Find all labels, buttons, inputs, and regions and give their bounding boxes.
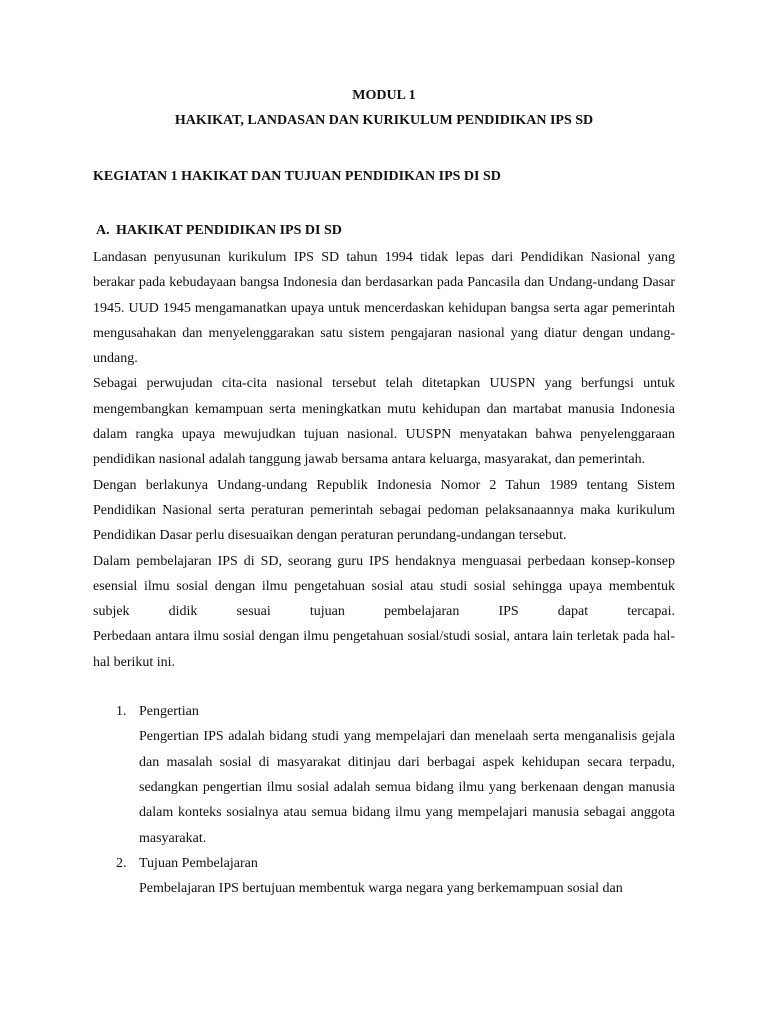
numbered-list xyxy=(93,699,675,901)
module-subtitle: HAKIKAT, LANDASAN DAN KURIKULUM PENDIDIKAN IPS SD xyxy=(174,113,594,128)
section-title: HAKIKAT PENDIDIKAN IPS DI SD xyxy=(116,223,342,238)
list-number: 1. xyxy=(116,704,127,720)
section-letter: A. xyxy=(96,223,110,238)
list-item-text: Pengertian IPS adalah bidang studi yang mempelajari dan menelaah serta menganalisis gejala dan masalah sosial di masyarakat ditinjau dari berbagai aspek kehidupan secara terpadu, sedangkan pengertian ilmu sosial adalah semua bidang ilmu yang berkenaan dengan manusia dalam konteks sosialnya atau semua bidang ilmu yang mempelajari manusia sebagai anggota masyarakat. xyxy=(139,729,675,846)
activity-title: KEGIATAN 1 HAKIKAT DAN TUJUAN PENDIDIKAN IPS DI SD xyxy=(93,169,501,184)
paragraph: Dengan berlakunya Undang-undang Republik Indonesia Nomor 2 Tahun 1989 tentang Sistem Pendidikan Nasional serta peraturan pemerintah sebagai pedoman pelaksanaannya maka kurikulum Pendidikan Dasar perlu disesuaikan dengan peraturan perundang-undangan tersebut. xyxy=(93,477,675,544)
list-number: 2. xyxy=(116,855,127,871)
list-item-title: Tujuan Pembelajaran xyxy=(139,855,258,871)
list-item-title: Pengertian xyxy=(139,704,199,720)
list-item xyxy=(93,851,675,902)
section-heading xyxy=(93,221,675,241)
list-item xyxy=(93,699,675,851)
list-item-text: Pembelajaran IPS bertujuan membentuk warga negara yang berkemampuan sosial dan xyxy=(139,881,623,897)
paragraph: Landasan penyusunan kurikulum IPS SD tahun 1994 tidak lepas dari Pendidikan Nasional yang berakar pada kebudayaan bangsa Indonesia dan berdasarkan pada Pancasila dan Undang-undang Dasar 1945. UUD 1945 mengamanatkan upaya untuk mencerdaskan kehidupan bangsa serta agar pemerintah mengusahakan dan menyelenggarakan satu sistem pengajaran nasional yang diatur dengan undang-undang. xyxy=(93,250,675,367)
document-content xyxy=(93,86,675,901)
paragraph: Sebagai perwujudan cita-cita nasional tersebut telah ditetapkan UUSPN yang berfungsi untuk mengembangkan kemampuan serta meningkatkan mutu kehidupan dan martabat manusia Indonesia dalam rangka upaya mewujudkan tujuan nasional. UUSPN menyatakan bahwa penyelenggaraan pendidikan nasional adalah tanggung jawab bersama antara keluarga, masyarakat, dan pemerintah. xyxy=(93,376,675,468)
module-title: MODUL 1 xyxy=(352,88,416,103)
paragraph: Perbedaan antara ilmu sosial dengan ilmu pengetahuan sosial/studi sosial, antara lain terletak pada hal-hal berikut ini. xyxy=(93,629,675,670)
paragraph: Dalam pembelajaran IPS di SD, seorang guru IPS hendaknya menguasai perbedaan konsep-konsep esensial ilmu sosial dengan ilmu pengetahuan sosial atau studi sosial sehingga upaya membentuk subjek didik sesuai tujuan pembelajaran IPS dapat tercapai. xyxy=(93,553,675,620)
